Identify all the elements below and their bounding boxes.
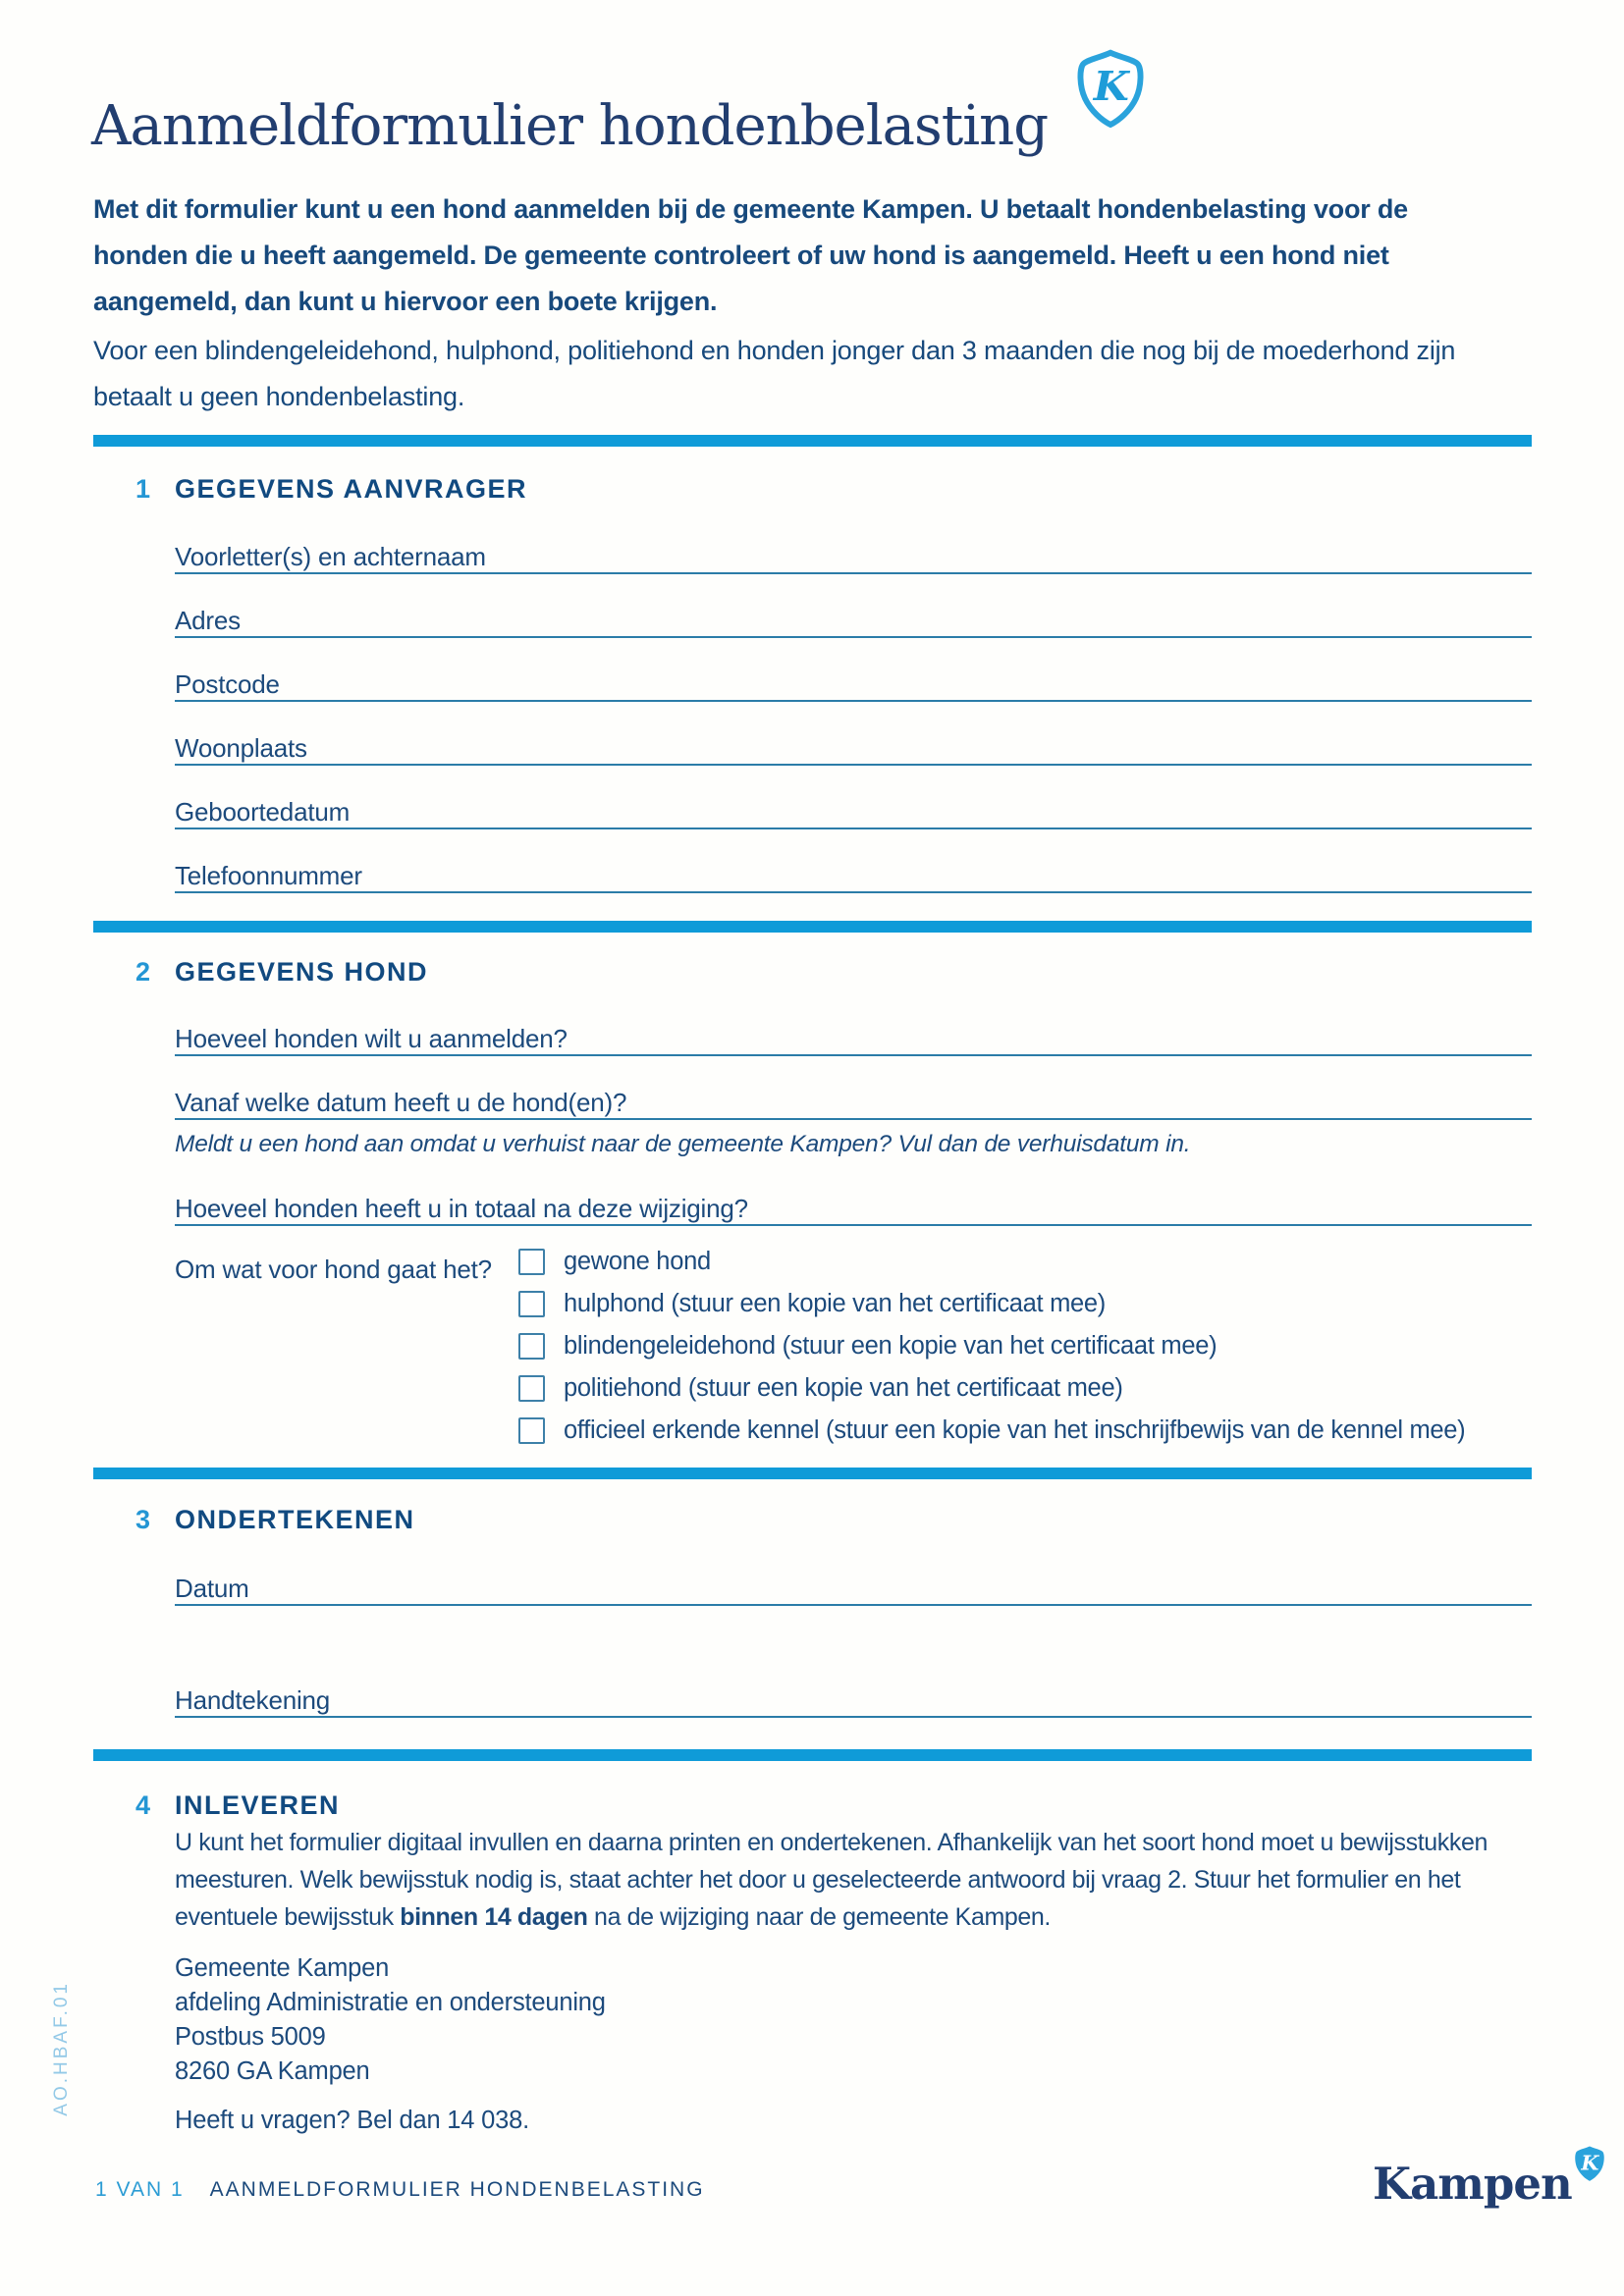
field-voorletters-achternaam[interactable] xyxy=(175,542,1532,574)
section-1-number: 1 xyxy=(135,474,151,504)
address-line: Postbus 5009 xyxy=(175,2023,326,2051)
field-label: Telefoonnummer xyxy=(175,861,362,890)
politiehond-checkbox[interactable] xyxy=(518,1375,545,1402)
section-divider xyxy=(93,921,1532,933)
field-label: Handtekening xyxy=(175,1685,331,1715)
section-2-heading xyxy=(135,957,428,988)
svg-text:K: K xyxy=(1093,61,1129,110)
inleveren-deadline: binnen 14 dagen xyxy=(400,1903,588,1931)
intro-paragraph: Voor een blindengeleidehond, hulphond, politiehond en honden jonger dan 3 maanden die nog bij de moederhond zijn betaalt u geen hondenbelasting. xyxy=(93,336,1456,411)
kampen-wordmark: Kampen xyxy=(1373,2158,1572,2210)
inleveren-text: U kunt het formulier digitaal invullen en daarna printen en ondertekenen. Afhankelijk van het soort hond moet u bewijsstukken meesturen. Welk bewijsstuk nodig is, staat achter het door u geselecteerde antwoord bij vraag 2. Stuur het formulier en het eventuele bewijsstuk xyxy=(175,1829,1488,1931)
address-block xyxy=(175,1951,606,2089)
section-4-title: INLEVEREN xyxy=(175,1790,341,1820)
inleveren-paragraph xyxy=(175,1824,1540,1936)
section-divider xyxy=(93,435,1532,447)
field-datum[interactable] xyxy=(175,1574,1532,1606)
option-row xyxy=(518,1375,1465,1402)
option-label: officieel erkende kennel (stuur een kopie van het inschrijfbewijs van de kennel mee) xyxy=(564,1416,1466,1444)
section-divider xyxy=(93,1749,1532,1761)
kampen-shield-icon xyxy=(1074,47,1147,130)
address-line: afdeling Administratie en ondersteuning xyxy=(175,1989,606,2016)
field-label: Woonplaats xyxy=(175,733,307,763)
dog-type-question: Om wat voor hond gaat het? xyxy=(175,1255,492,1284)
section-1-title: GEGEVENS AANVRAGER xyxy=(175,474,528,504)
svg-text:K: K xyxy=(1581,2151,1599,2175)
section-4-number: 4 xyxy=(135,1790,151,1820)
blindengeleidehond-checkbox[interactable] xyxy=(518,1333,545,1360)
option-label: blindengeleidehond (stuur een kopie van het certificaat mee) xyxy=(564,1332,1218,1360)
field-label: Geboortedatum xyxy=(175,797,351,827)
kampen-shield-icon xyxy=(1572,2144,1607,2183)
field-label: Datum xyxy=(175,1574,249,1603)
field-label: Vanaf welke datum heeft u de hond(en)? xyxy=(175,1088,627,1117)
inleveren-text: na de wijziging naar de gemeente Kampen. xyxy=(587,1903,1051,1931)
section-3-heading xyxy=(135,1505,415,1535)
field-woonplaats[interactable] xyxy=(175,733,1532,766)
option-row xyxy=(518,1333,1465,1360)
field-label: Hoeveel honden heeft u in totaal na deze wijziging? xyxy=(175,1194,748,1223)
address-line: Gemeente Kampen xyxy=(175,1954,390,1982)
field-label: Adres xyxy=(175,606,241,635)
verhuisdatum-note: Meldt u een hond aan omdat u verhuist naar de gemeente Kampen? Vul dan de verhuisdatum in. xyxy=(175,1131,1191,1157)
dog-type-options xyxy=(518,1249,1465,1460)
field-hoeveel-honden-aanmelden[interactable] xyxy=(175,1024,1532,1056)
section-2-number: 2 xyxy=(135,957,151,987)
field-adres[interactable] xyxy=(175,606,1532,638)
kampen-logo xyxy=(1373,2151,1599,2210)
gewone-hond-checkbox[interactable] xyxy=(518,1249,545,1275)
option-row xyxy=(518,1291,1465,1317)
page-title: Aanmeldformulier hondenbelasting xyxy=(91,93,1049,158)
option-row xyxy=(518,1249,1465,1275)
section-2-title: GEGEVENS HOND xyxy=(175,957,429,987)
section-3-title: ONDERTEKENEN xyxy=(175,1505,415,1534)
field-postcode[interactable] xyxy=(175,669,1532,702)
section-1-heading xyxy=(135,474,527,505)
field-label: Voorletter(s) en achternaam xyxy=(175,542,486,571)
option-label: hulphond (stuur een kopie van het certificaat mee) xyxy=(564,1290,1107,1317)
section-3-number: 3 xyxy=(135,1505,151,1534)
hulphond-checkbox[interactable] xyxy=(518,1291,545,1317)
field-geboortedatum[interactable] xyxy=(175,797,1532,829)
field-honden-totaal-na-wijziging[interactable] xyxy=(175,1194,1532,1226)
contact-question: Heeft u vragen? Bel dan 14 038. xyxy=(175,2107,529,2134)
option-label: gewone hond xyxy=(564,1248,711,1275)
document-code: AO.HBAF.01 xyxy=(51,1981,72,2116)
field-telefoonnummer[interactable] xyxy=(175,861,1532,893)
option-label: politiehond (stuur een kopie van het certificaat mee) xyxy=(564,1374,1123,1402)
section-divider xyxy=(93,1468,1532,1479)
field-vanaf-welke-datum[interactable] xyxy=(175,1088,1532,1120)
section-4-heading xyxy=(135,1790,340,1821)
intro-paragraph-bold: Met dit formulier kunt u een hond aanmelden bij de gemeente Kampen. U betaalt hondenbelasting voor de honden die u heeft aangemeld. De gemeente controleert of uw hond is aangemeld. Heeft u een hond niet aangemeld, dan kunt u hiervoor een boete krijgen. xyxy=(93,194,1408,316)
field-label: Hoeveel honden wilt u aanmelden? xyxy=(175,1024,568,1053)
kennel-checkbox[interactable] xyxy=(518,1417,545,1444)
field-handtekening[interactable] xyxy=(175,1685,1532,1718)
footer-title: AANMELDFORMULIER HONDENBELASTING xyxy=(209,2178,705,2201)
page-indicator: 1 VAN 1 xyxy=(95,2178,185,2201)
option-row xyxy=(518,1417,1465,1444)
address-line: 8260 GA Kampen xyxy=(175,2057,370,2085)
footer xyxy=(95,2178,705,2202)
field-label: Postcode xyxy=(175,669,280,699)
